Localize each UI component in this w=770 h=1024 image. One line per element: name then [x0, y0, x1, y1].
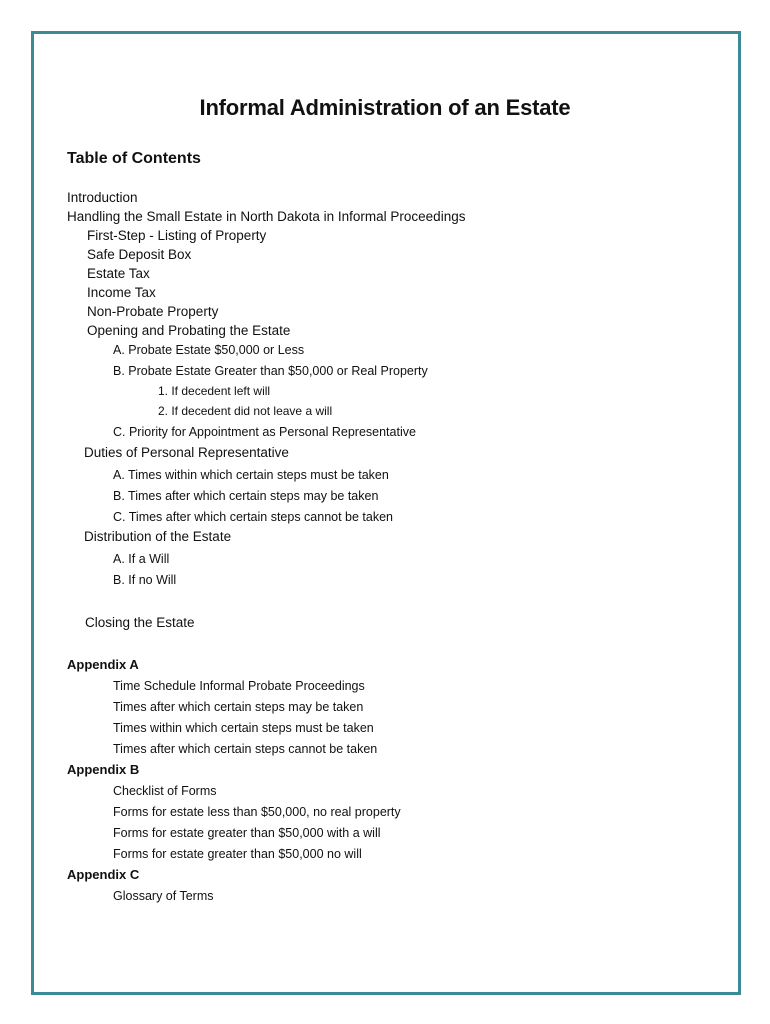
appendix-b-item: Forms for estate greater than $50,000 with a will [113, 826, 381, 840]
toc-entry-opening-c: C. Priority for Appointment as Personal Representative [113, 425, 416, 439]
toc-entry-first-step: First-Step - Listing of Property [87, 228, 267, 243]
toc-entry-duties: Duties of Personal Representative [84, 445, 289, 460]
appendix-b-label: Appendix B [67, 762, 140, 777]
toc-entry-distribution-b: B. If no Will [113, 573, 177, 587]
toc-entry-safe-deposit: Safe Deposit Box [87, 247, 192, 262]
toc-entry-distribution: Distribution of the Estate [84, 529, 232, 544]
appendix-a-item: Times within which certain steps must be taken [113, 721, 374, 735]
toc-entry-duties-a: A. Times within which certain steps must be taken [113, 468, 389, 482]
toc-heading: Table of Contents [67, 150, 201, 167]
toc-entry-duties-c: C. Times after which certain steps cannot be taken [113, 510, 393, 524]
toc-entry-non-probate: Non-Probate Property [87, 304, 219, 319]
toc-entry-estate-tax: Estate Tax [87, 266, 150, 281]
appendix-b-item: Forms for estate greater than $50,000 no will [113, 847, 362, 861]
document-title: Informal Administration of an Estate [199, 95, 571, 120]
toc-entry-opening-b: B. Probate Estate Greater than $50,000 or Real Property [113, 364, 428, 378]
toc-entry-duties-b: B. Times after which certain steps may be taken [113, 489, 379, 503]
toc-entry-opening-a: A. Probate Estate $50,000 or Less [113, 343, 305, 357]
appendix-a-label: Appendix A [67, 657, 139, 672]
toc-entry-closing: Closing the Estate [85, 615, 195, 630]
toc-entry-opening: Opening and Probating the Estate [87, 323, 291, 338]
toc-entry-distribution-a: A. If a Will [113, 552, 170, 566]
appendix-c-item: Glossary of Terms [113, 889, 214, 903]
toc-entry-income-tax: Income Tax [87, 285, 156, 300]
toc-entry-opening-b2: 2. If decedent did not leave a will [158, 404, 333, 418]
appendix-b-item: Forms for estate less than $50,000, no real property [113, 805, 401, 819]
appendix-a-item: Times after which certain steps may be taken [113, 700, 364, 714]
appendix-a-item: Times after which certain steps cannot be taken [113, 742, 378, 756]
appendix-c-label: Appendix C [67, 867, 140, 882]
toc-entry-introduction: Introduction [67, 190, 138, 205]
toc-entry-opening-b1: 1. If decedent left will [158, 384, 271, 398]
appendix-b-item: Checklist of Forms [113, 784, 217, 798]
appendix-a-item: Time Schedule Informal Probate Proceedings [113, 679, 365, 693]
toc-entry-handling: Handling the Small Estate in North Dakota in Informal Proceedings [67, 209, 466, 224]
